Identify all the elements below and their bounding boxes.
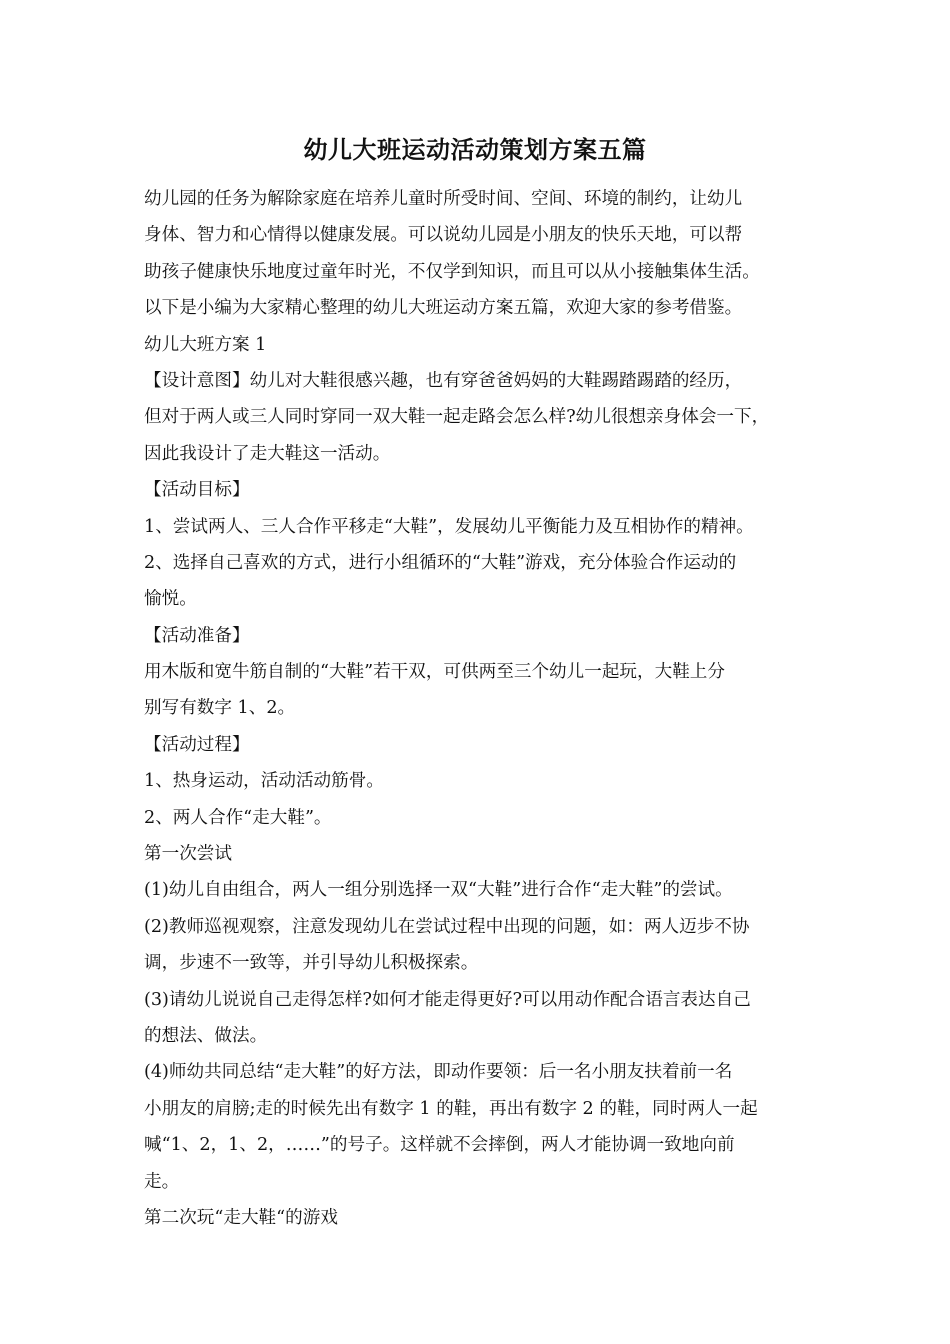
body-line: 身体、智力和心情得以健康发展。可以说幼儿园是小朋友的快乐天地，可以帮	[144, 225, 743, 246]
body-line: 喊“1、2，1、2，……”的号子。这样就不会摔倒，两人才能协调一致地向前	[144, 1135, 735, 1156]
body-line: 走。	[144, 1171, 180, 1192]
section-heading: 【活动目标】	[144, 480, 250, 501]
body-line: (4)师幼共同总结“走大鞋”的好方法，即动作要领：后一名小朋友扶着前一名	[144, 1062, 733, 1083]
body-line: (2)教师巡视观察，注意发现幼儿在尝试过程中出现的问题，如：两人迈步不协	[144, 916, 750, 937]
section-heading: 幼儿大班方案 1	[144, 334, 267, 355]
body-line: 第一次尝试	[144, 844, 232, 865]
body-line: 以下是小编为大家精心整理的幼儿大班运动方案五篇，欢迎大家的参考借鉴。	[144, 298, 743, 319]
body-line: 别写有数字 1、2。	[144, 698, 296, 719]
body-line: 用木版和宽牛筋自制的“大鞋”若干双，可供两至三个幼儿一起玩，大鞋上分	[144, 662, 725, 683]
document-body	[144, 181, 824, 1236]
body-line: (1)幼儿自由组合，两人一组分别选择一双“大鞋”进行合作“走大鞋”的尝试。	[144, 880, 733, 901]
body-line: 小朋友的肩膀;走的时候先出有数字 1 的鞋，再出有数字 2 的鞋，同时两人一起	[144, 1098, 758, 1119]
body-line: 2、两人合作“走大鞋”。	[144, 807, 332, 828]
body-line: 调，步速不一致等，并引导幼儿积极探索。	[144, 953, 479, 974]
body-line: 但对于两人或三人同时穿同一双大鞋一起走路会怎么样?幼儿很想亲身体会一下，	[144, 407, 770, 428]
body-line: 1、热身运动，活动活动筋骨。	[144, 771, 384, 792]
body-line: 助孩子健康快乐地度过童年时光，不仅学到知识，而且可以从小接触集体生活。	[144, 261, 760, 282]
body-line: 1、尝试两人、三人合作平移走“大鞋”，发展幼儿平衡能力及互相协作的精神。	[144, 516, 754, 537]
body-line: 第二次玩“走大鞋“的游戏	[144, 1207, 338, 1228]
body-line: 的想法、做法。	[144, 1025, 268, 1046]
document-title: 幼儿大班运动活动策划方案五篇	[303, 135, 647, 164]
section-heading: 【活动过程】	[144, 734, 250, 755]
body-line: (3)请幼儿说说自己走得怎样?如何才能走得更好?可以用动作配合语言表达自己	[144, 989, 751, 1010]
section-heading: 【活动准备】	[144, 625, 250, 646]
body-line: 因此我设计了走大鞋这一活动。	[144, 443, 391, 464]
body-line: 2、选择自己喜欢的方式，进行小组循环的“大鞋”游戏，充分体验合作运动的	[144, 552, 737, 573]
body-line: 愉悦。	[144, 589, 197, 610]
body-line: 幼儿园的任务为解除家庭在培养儿童时所受时间、空间、环境的制约，让幼儿	[144, 189, 743, 209]
body-line: 【设计意图】幼儿对大鞋很感兴趣，也有穿爸爸妈妈的大鞋踢踏踢踏的经历，	[144, 370, 743, 391]
